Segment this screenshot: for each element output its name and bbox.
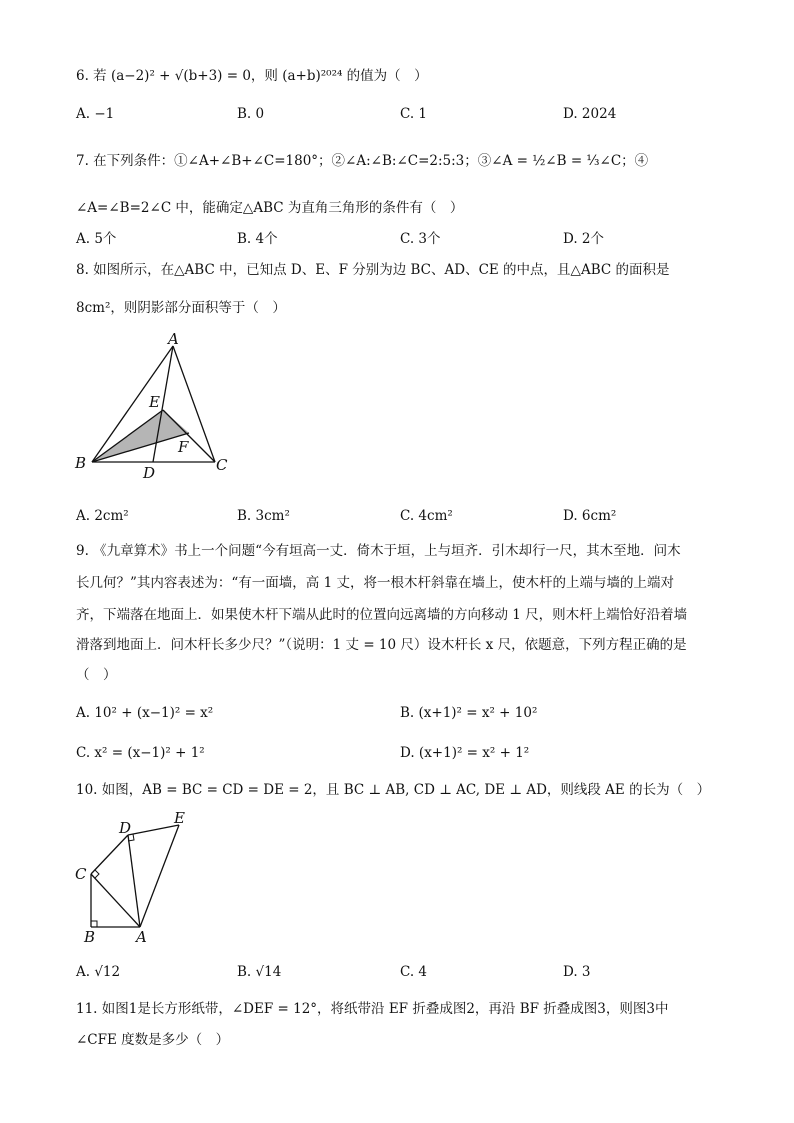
q7-option-d[interactable]: D. 2个 — [563, 231, 605, 247]
q10-option-d[interactable]: D. 3 — [563, 964, 591, 980]
question-7-stem-line2: ∠A=∠B=2∠C 中，能确定△ABC 为直角三角形的条件有（ ） — [76, 200, 464, 216]
q9-option-a[interactable]: A. 10² + (x−1)² = x² — [76, 705, 214, 721]
question-9-stem-line4: 滑落到地面上．问木杆长多少尺？”（说明：1 丈 = 10 尺）设木杆长 x 尺，依题意，下列方程正确的是 — [76, 637, 687, 653]
q8-option-d[interactable]: D. 6cm² — [563, 508, 617, 524]
q10-option-a[interactable]: A. √12 — [76, 964, 121, 980]
q7-option-a[interactable]: A. 5个 — [76, 231, 117, 247]
segment-de — [128, 825, 179, 835]
right-angle-b — [91, 921, 97, 927]
question-7-stem-line1: 7. 在下列条件：①∠A+∠B+∠C=180°；②∠A:∠B:∠C=2:5:3；③∠A = ½∠B = ⅓∠C；④ — [76, 153, 649, 169]
label-a: A — [136, 928, 147, 946]
label-f: F — [178, 438, 189, 456]
q10-option-b[interactable]: B. √14 — [237, 964, 282, 980]
question-11-stem-line2: ∠CFE 度数是多少（ ） — [76, 1032, 230, 1048]
q8-option-a[interactable]: A. 2cm² — [76, 508, 129, 524]
question-11-stem-line1: 11. 如图1是长方形纸带，∠DEF = 12°，将纸带沿 EF 折叠成图2，再沿 BF 折叠成图3，则图3中 — [76, 1001, 669, 1017]
question-9-stem-line5: （ ） — [76, 667, 117, 683]
label-b: B — [75, 454, 87, 472]
label-b: B — [84, 928, 96, 946]
q10-option-c[interactable]: C. 4 — [400, 964, 428, 980]
question-9-stem-line1: 9. 《九章算术》书上一个问题“今有垣高一丈．倚木于垣，上与垣齐．引木却行一尺，其木至地．问木 — [76, 543, 681, 559]
triangle-abc-figure — [70, 332, 240, 482]
segment-cd — [91, 835, 128, 874]
question-9-stem-line2: 长几何？”其内容表述为：“有一面墙，高 1 丈，将一根木杆斜靠在墙上，使木杆的上端与墙的上端对 — [76, 575, 674, 591]
q7-option-c[interactable]: C. 3个 — [400, 231, 441, 247]
q8-option-b[interactable]: B. 3cm² — [237, 508, 290, 524]
q8-option-c[interactable]: C. 4cm² — [400, 508, 453, 524]
label-e: E — [174, 809, 185, 827]
segment-ea — [140, 825, 179, 927]
q9-option-d[interactable]: D. (x+1)² = x² + 1² — [400, 745, 530, 761]
question-8-stem-line1: 8. 如图所示，在△ABC 中，已知点 D、E、F 分别为边 BC、AD、CE 的中点，且△ABC 的面积是 — [76, 262, 670, 278]
label-d: D — [119, 819, 132, 837]
question-9-stem-line3: 齐，下端落在地面上．如果使木杆下端从此时的位置向远离墙的方向移动 1 尺，则木杆上端恰好沿着墙 — [76, 607, 688, 623]
right-angle-c — [95, 870, 99, 878]
label-c: C — [216, 456, 228, 474]
q6-option-a[interactable]: A. −1 — [76, 106, 115, 122]
q9-option-c[interactable]: C. x² = (x−1)² + 1² — [76, 745, 205, 761]
label-c: C — [75, 865, 87, 883]
q6-option-d[interactable]: D. 2024 — [563, 106, 617, 122]
segment-da — [128, 835, 140, 927]
label-d: D — [143, 464, 156, 482]
q6-option-b[interactable]: B. 0 — [237, 106, 265, 122]
question-8-stem-line2: 8cm²，则阴影部分面积等于（ ） — [76, 300, 286, 316]
label-a: A — [168, 332, 179, 348]
segment-ca — [91, 874, 140, 927]
q9-option-b[interactable]: B. (x+1)² = x² + 10² — [400, 705, 538, 721]
q6-option-c[interactable]: C. 1 — [400, 106, 428, 122]
shaded-region — [92, 410, 189, 462]
question-10-stem: 10. 如图，AB = BC = CD = DE = 2，且 BC ⊥ AB, CD ⊥ AC, DE ⊥ AD，则线段 AE 的长为（ ） — [76, 782, 711, 798]
label-e: E — [149, 393, 160, 411]
question-6-stem: 6. 若 (a−2)² + √(b+3) = 0，则 (a+b)²⁰²⁴ 的值为（ ） — [76, 68, 428, 84]
q7-option-b[interactable]: B. 4个 — [237, 231, 278, 247]
right-triangles-figure — [70, 808, 200, 948]
